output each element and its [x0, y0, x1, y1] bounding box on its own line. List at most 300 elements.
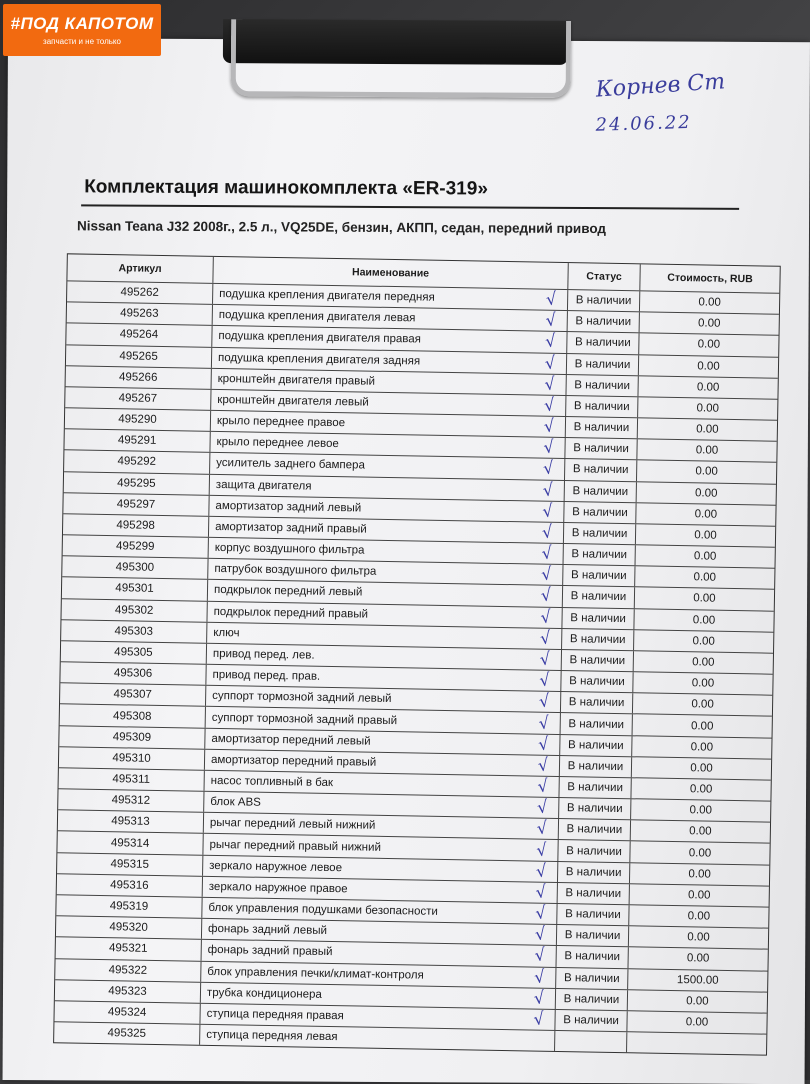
cell-article-text: 495312 — [111, 794, 151, 808]
cell-cost — [628, 969, 767, 992]
cell-status — [563, 565, 635, 586]
cell-cost-text: 0.00 — [697, 359, 720, 373]
cell-cost — [630, 884, 769, 907]
cell-cost-text: 0.00 — [686, 952, 710, 966]
cell-status-text: В наличии — [571, 527, 628, 541]
cell-cost — [638, 418, 777, 441]
cell-article — [54, 1001, 200, 1024]
cell-status-text: В наличии — [569, 632, 626, 646]
cell-article — [56, 895, 202, 918]
cell-article — [59, 726, 205, 749]
cell-name-text: ключ — [213, 626, 240, 640]
cell-status-text: В наличии — [573, 442, 629, 456]
cell-article-text: 495310 — [112, 752, 151, 765]
cell-cost-text: 0.00 — [696, 381, 720, 394]
cell-name-text: рычаг передний правый нижний — [209, 838, 382, 854]
cell-article-text: 495267 — [118, 392, 158, 405]
cell-status — [567, 332, 639, 353]
cell-status-text: В наличии — [565, 908, 621, 922]
checkmark-icon: √ — [544, 352, 558, 374]
cell-status — [564, 544, 636, 565]
cell-article — [57, 874, 203, 897]
cell-cost — [631, 778, 770, 801]
checkmark-icon: √ — [541, 479, 555, 501]
cell-status-text: В наличии — [574, 357, 631, 371]
cell-article — [66, 345, 212, 368]
checkmark-icon: √ — [539, 606, 553, 628]
cell-article-text: 495290 — [118, 413, 157, 427]
cell-name-text: суппорт тормозной задний правый — [211, 711, 398, 727]
cell-article — [62, 578, 208, 601]
cell-status — [558, 883, 630, 904]
header-status: Статус — [568, 263, 640, 290]
cell-status-text: В наличии — [564, 929, 621, 943]
cell-status-text: В наличии — [563, 1014, 619, 1027]
cell-status — [557, 925, 629, 946]
cell-status — [565, 459, 637, 480]
cell-status — [556, 967, 628, 988]
cell-status-text: В наличии — [563, 971, 620, 985]
header-name: Наименование — [213, 257, 568, 289]
cell-article — [57, 853, 203, 876]
cell-article-text: 495301 — [115, 582, 154, 596]
cell-name-text: кронштейн двигателя левый — [217, 393, 369, 409]
checkmark-icon: √ — [536, 797, 550, 819]
checkmark-icon: √ — [533, 945, 547, 967]
checkmark-icon: √ — [543, 373, 557, 396]
header-cost: Стоимость, RUB — [667, 271, 753, 286]
cell-article — [61, 620, 207, 643]
checkmark-icon: √ — [535, 818, 550, 840]
cell-status-text: В наличии — [568, 696, 625, 710]
cell-article — [61, 641, 207, 664]
cell-cost-text: 0.00 — [687, 910, 711, 923]
cell-article-text: 495292 — [117, 455, 157, 469]
cell-cost — [639, 355, 778, 378]
cell-status-text: В наличии — [572, 463, 629, 477]
cell-article — [59, 747, 205, 770]
cell-status — [566, 417, 638, 438]
cell-cost — [637, 461, 776, 484]
checkmark-icon: √ — [543, 395, 557, 417]
cell-cost — [637, 440, 776, 463]
cell-name-text: фонарь задний правый — [207, 944, 333, 959]
cell-cost — [640, 291, 779, 314]
cell-status-text: В наличии — [566, 802, 623, 816]
cell-article-text: 495309 — [112, 730, 152, 744]
cell-name-text: блок ABS — [210, 796, 261, 809]
cell-status — [563, 586, 635, 607]
cell-name-text: корпус воздушного фильтра — [214, 542, 365, 557]
cell-cost-text: 0.00 — [693, 550, 717, 563]
cell-name-text: рычаг передний левый нижний — [209, 817, 376, 833]
cell-cost — [629, 905, 768, 928]
clip-wire — [231, 19, 571, 98]
cell-article — [60, 705, 206, 728]
checkmark-icon: √ — [532, 987, 547, 1010]
cell-cost — [638, 376, 777, 399]
cell-status — [567, 354, 639, 375]
checkmark-icon: √ — [544, 310, 558, 332]
checkmark-icon: √ — [538, 691, 552, 713]
checkmark-icon: √ — [540, 564, 554, 586]
cell-article — [65, 408, 211, 431]
cell-cost — [637, 482, 776, 505]
cell-status-text: В наличии — [568, 717, 625, 731]
cell-status — [564, 502, 636, 523]
cell-name-text: зеркало наружное правое — [208, 880, 348, 896]
checkmark-icon: √ — [536, 776, 550, 798]
cell-cost — [640, 312, 779, 335]
cell-cost-text: 0.00 — [694, 529, 717, 542]
cell-cost — [636, 524, 775, 547]
cell-cost-text: 0.00 — [693, 592, 716, 606]
cell-status-text: В наличии — [565, 865, 622, 879]
checkmark-icon: √ — [535, 839, 549, 861]
cell-status-text: В наличии — [566, 844, 622, 858]
cell-status-text: В наличии — [572, 484, 629, 498]
checkmark-icon: √ — [536, 754, 551, 777]
brand-logo — [3, 4, 161, 56]
cell-status — [568, 290, 640, 311]
cell-article — [67, 281, 213, 304]
cell-article — [62, 557, 208, 580]
cell-article — [58, 811, 204, 834]
checkmark-icon: √ — [534, 881, 548, 904]
cell-status — [558, 840, 630, 861]
checkmark-icon: √ — [533, 966, 547, 988]
cell-article-text: 495319 — [109, 900, 149, 913]
cell-name-text: амортизатор задний правый — [215, 520, 367, 536]
handwritten-date: 24.06.22 — [595, 111, 693, 136]
cell-cost-text: 0.00 — [692, 656, 715, 669]
cell-cost-text: 0.00 — [696, 402, 720, 415]
cell-cost — [627, 1032, 766, 1055]
document-title: Комплектация машинокомплекта «ER-319» — [84, 176, 488, 200]
cell-article — [65, 387, 211, 410]
cell-name-text: подушка крепления двигателя левая — [218, 309, 416, 325]
cell-name-text: блок управления печки/климат-контроля — [207, 965, 424, 982]
cell-name-text: амортизатор передний левый — [211, 732, 371, 748]
cell-article-text: 495316 — [110, 879, 149, 892]
cell-cost-text: 0.00 — [686, 994, 709, 1008]
cell-name-text: крыло переднее правое — [216, 415, 346, 430]
cell-article-text: 495300 — [115, 561, 155, 575]
cell-article-text: 495325 — [107, 1027, 147, 1040]
cell-status — [559, 777, 631, 798]
cell-cost-text: 0.00 — [697, 317, 721, 330]
cell-status-text: В наличии — [567, 781, 624, 795]
cell-status-text: В наличии — [569, 654, 626, 668]
cell-status-text: В наличии — [570, 590, 627, 604]
cell-name-text: патрубок воздушного фильтра — [214, 563, 377, 579]
cell-cost — [633, 715, 772, 738]
checkmark-icon: √ — [545, 289, 559, 311]
cell-article — [60, 684, 206, 707]
cell-cost — [628, 948, 767, 971]
cell-cost — [629, 926, 768, 949]
checkmark-icon: √ — [538, 649, 553, 671]
cell-cost-text: 0.00 — [688, 867, 711, 881]
cell-cost-text: 0.00 — [693, 571, 717, 585]
cell-cost-text: 0.00 — [691, 677, 715, 690]
checkmark-icon: √ — [540, 543, 554, 565]
cell-status — [559, 819, 631, 840]
cell-article-text: 495266 — [118, 371, 158, 384]
cell-article-text: 495313 — [111, 815, 150, 829]
cell-article — [63, 493, 209, 516]
cell-cost — [633, 672, 772, 695]
cell-article-text: 495295 — [117, 476, 156, 490]
cell-cost-text: 0.00 — [695, 465, 718, 479]
logo-brand: #ПОД КАПОТОМ — [10, 14, 154, 33]
cell-status-text: В наличии — [564, 950, 621, 964]
title-divider — [81, 204, 739, 209]
cell-status-text: В наличии — [573, 400, 630, 414]
cell-status — [561, 713, 633, 734]
cell-article — [59, 768, 205, 791]
checkmark-icon: √ — [538, 670, 552, 692]
cell-article-text: 495298 — [116, 519, 155, 532]
cell-cost — [630, 863, 769, 886]
checkmark-icon: √ — [534, 924, 548, 946]
cell-status — [556, 989, 628, 1010]
cell-status — [566, 396, 638, 417]
cell-name-text: усилитель заднего бампера — [216, 457, 365, 472]
cell-cost-text: 0.00 — [698, 296, 721, 309]
cell-status — [557, 904, 629, 925]
parts-table — [53, 253, 781, 1055]
cell-article-text: 495262 — [120, 286, 159, 300]
cell-cost — [635, 567, 774, 590]
cell-status — [558, 862, 630, 883]
cell-cost-text: 0.00 — [692, 635, 715, 648]
cell-name-text: ступица передняя левая — [206, 1028, 338, 1044]
cell-cost — [634, 609, 773, 632]
cell-status-text: В наличии — [570, 611, 626, 625]
cell-status-text: В наличии — [575, 294, 632, 308]
cell-article-text: 495321 — [108, 942, 148, 956]
cell-article-text: 495291 — [117, 434, 157, 448]
cell-status-text: В наличии — [569, 675, 625, 689]
cell-cost-text: 0.00 — [696, 423, 719, 436]
cell-article-text: 495307 — [113, 688, 152, 702]
checkmark-icon: √ — [544, 331, 558, 353]
vehicle-description: Nissan Teana J32 2008г., 2.5 л., VQ25DE, бензин, АКПП, седан, передний привод — [76, 218, 607, 237]
cell-article — [64, 472, 210, 495]
cell-article-text: 495299 — [115, 540, 155, 554]
checkmark-icon: √ — [539, 585, 554, 607]
checkmark-icon: √ — [539, 627, 553, 650]
cell-status-text: В наличии — [571, 548, 628, 562]
cell-status — [557, 946, 629, 967]
cell-article-text: 495303 — [114, 625, 154, 638]
cell-status — [565, 481, 637, 502]
cell-status — [559, 798, 631, 819]
cell-cost-text: 0.00 — [687, 931, 710, 944]
cell-article-text: 495324 — [107, 1006, 147, 1019]
cell-name-text: привод перед. прав. — [212, 669, 321, 683]
cell-article-text: 495297 — [116, 498, 156, 511]
cell-article — [61, 599, 207, 622]
cell-status — [561, 692, 633, 713]
cell-status — [568, 311, 640, 332]
checkmark-icon: √ — [542, 458, 556, 480]
cell-cost — [634, 651, 773, 674]
cell-article — [55, 959, 201, 982]
handwritten-name: Корнев Ст — [595, 69, 726, 103]
cell-name-text: крыло переднее левое — [216, 436, 339, 451]
cell-cost — [636, 503, 775, 526]
binder-clip — [223, 19, 569, 121]
cell-cost-text: 0.00 — [694, 486, 718, 500]
cell-status-text: В наличии — [563, 992, 620, 1006]
cell-name-text: блок управления подушками безопасности — [208, 901, 438, 918]
cell-status-text: В наличии — [572, 505, 628, 519]
cell-status — [565, 438, 637, 459]
cell-status-text: В наличии — [574, 378, 631, 392]
cell-status-text: В наличии — [574, 336, 631, 350]
cell-cost-text: 0.00 — [690, 740, 714, 754]
checkmark-icon: √ — [532, 1009, 546, 1031]
cell-name-text: подушка крепления двигателя передняя — [219, 288, 435, 304]
checkmark-icon: √ — [541, 500, 555, 523]
cell-article-text: 495264 — [119, 328, 159, 342]
cell-cost — [632, 757, 771, 780]
header-article: Артикул — [67, 254, 213, 283]
cell-article-text: 495315 — [110, 857, 150, 871]
cell-cost-text: 0.00 — [689, 783, 713, 796]
checkmark-icon: √ — [535, 860, 549, 882]
cell-article — [54, 1022, 200, 1045]
cell-cost-text: 1500.00 — [676, 973, 719, 987]
checkmark-icon: √ — [534, 903, 548, 925]
cell-article — [56, 916, 202, 939]
cell-cost — [631, 799, 770, 822]
cell-status-text: В наличии — [575, 315, 632, 329]
cell-status-text: В наличии — [567, 759, 624, 773]
cell-status-text: В наличии — [570, 569, 627, 583]
cell-article — [57, 832, 203, 855]
cell-name-text: защита двигателя — [215, 478, 312, 493]
cell-article — [58, 789, 204, 812]
cell-name-text: насос топливный в бак — [210, 774, 334, 790]
cell-cost — [632, 736, 771, 759]
cell-cost — [630, 842, 769, 865]
cell-status — [562, 608, 634, 629]
cell-article-text: 495265 — [119, 349, 158, 363]
cell-name-text: привод перед. лев. — [212, 647, 315, 662]
cell-cost — [628, 990, 767, 1013]
cell-cost-text: 0.00 — [697, 338, 721, 352]
cell-name-text: трубка кондиционера — [206, 986, 322, 1001]
cell-cost — [633, 694, 772, 717]
cell-cost-text: 0.00 — [685, 1016, 709, 1029]
cell-cost — [639, 334, 778, 357]
cell-name-text: подушка крепления двигателя задняя — [217, 351, 421, 368]
cell-cost — [634, 630, 773, 653]
checkmark-icon: √ — [542, 437, 556, 459]
paper-sheet — [3, 38, 810, 1084]
cell-cost-text: 0.00 — [690, 762, 713, 775]
cell-article-text: 495263 — [120, 307, 159, 321]
cell-cost-text: 0.00 — [695, 444, 719, 457]
cell-article-text: 495314 — [110, 836, 150, 850]
cell-article — [64, 430, 210, 453]
cell-article-text: 495306 — [113, 667, 153, 681]
cell-status — [566, 375, 638, 396]
cell-cost — [627, 1011, 766, 1034]
cell-status — [560, 756, 632, 777]
cell-article-text: 495308 — [113, 709, 152, 723]
cell-article-text: 495320 — [109, 921, 148, 935]
cell-name-text: амортизатор задний левый — [215, 499, 362, 515]
cell-name-text: ступица передняя правая — [206, 1007, 344, 1023]
cell-status — [561, 671, 633, 692]
cell-name-text: подкрылок передний правый — [213, 605, 369, 621]
cell-name-text: суппорт тормозной задний левый — [212, 690, 392, 706]
cell-cost — [636, 545, 775, 568]
cell-cost-text: 0.00 — [687, 889, 711, 902]
cell-status — [555, 1010, 627, 1031]
cell-status-text: В наличии — [567, 738, 624, 752]
cell-article-text: 495305 — [114, 646, 153, 659]
cell-cost-text: 0.00 — [689, 825, 712, 839]
checkmark-icon: √ — [537, 733, 551, 755]
cell-status — [564, 523, 636, 544]
cell-status-text: В наличии — [573, 421, 630, 435]
cell-status — [560, 735, 632, 756]
checkmark-icon: √ — [542, 416, 557, 438]
cell-name-text: зеркало наружное левое — [209, 859, 343, 874]
cell-article — [64, 451, 210, 474]
cell-cost — [638, 397, 777, 420]
cell-name-text: подушка крепления двигателя правая — [218, 330, 422, 346]
cell-article — [55, 980, 201, 1003]
cell-cost-text: 0.00 — [691, 698, 714, 712]
cell-article — [56, 938, 202, 961]
cell-article — [63, 535, 209, 558]
cell-name-text: кронштейн двигателя правый — [217, 372, 376, 388]
cell-name-text: фонарь задний левый — [207, 923, 328, 938]
cell-cost-text: 0.00 — [692, 613, 716, 627]
cell-status — [562, 629, 634, 650]
cell-cost-text: 0.00 — [689, 804, 713, 817]
cell-article-text: 495302 — [114, 603, 154, 617]
cell-status-text: В наличии — [565, 887, 622, 900]
cell-article — [60, 662, 206, 685]
cell-cost-text: 0.00 — [690, 719, 714, 733]
cell-name-text: амортизатор передний правый — [210, 753, 377, 769]
cell-status-text: В наличии — [566, 823, 623, 837]
cell-article-text: 495322 — [108, 963, 148, 977]
checkmark-icon: √ — [541, 522, 555, 544]
checkmark-icon: √ — [537, 712, 551, 734]
cell-article — [66, 366, 212, 389]
cell-article-text: 495311 — [112, 773, 151, 786]
cell-article — [66, 324, 212, 347]
cell-article — [67, 302, 213, 325]
logo-tagline: запчасти и не только — [43, 37, 121, 46]
cell-cost-text: 0.00 — [688, 846, 712, 860]
cell-cost — [635, 588, 774, 611]
cell-cost-text: 0.00 — [694, 508, 718, 521]
cell-article-text: 495323 — [108, 984, 147, 998]
cell-name-text: подкрылок передний левый — [213, 584, 363, 600]
cell-cost — [631, 821, 770, 844]
cell-status — [555, 1031, 627, 1052]
cell-status — [562, 650, 634, 671]
